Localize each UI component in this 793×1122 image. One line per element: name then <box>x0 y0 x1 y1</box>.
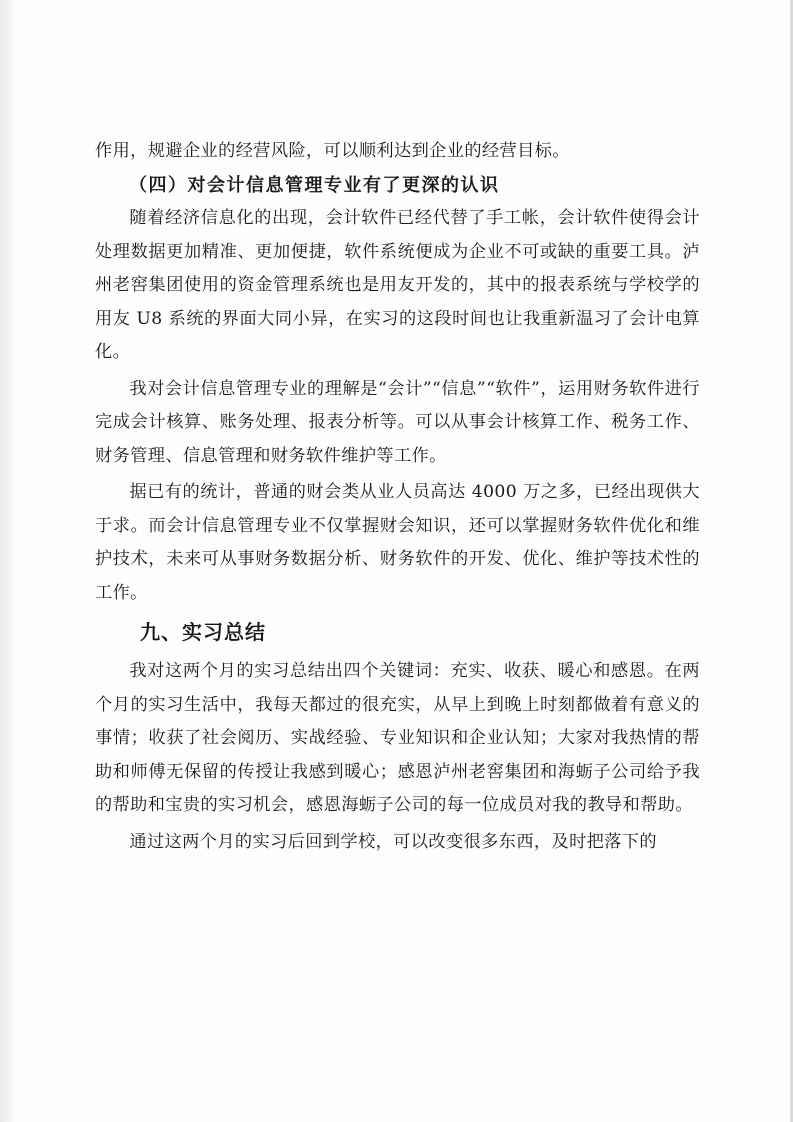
paragraph-major-understanding: 我对会计信息管理专业的理解是“会计”“信息”“软件”，运用财务软件进行完成会计核算、账务处理、报表分析等。可以从事会计核算工作、税务工作、财务管理、信息管理和财务软件维护等工作。 <box>95 378 700 466</box>
page-body <box>95 135 700 859</box>
scan-edge-left <box>0 0 14 1122</box>
paragraph-return-to-school: 通过这两个月的实习后回到学校，可以改变很多东西，及时把落下的 <box>129 831 658 852</box>
subsection-heading: （四）对会计信息管理专业有了更深的认识 <box>129 174 500 196</box>
paragraph-accounting-software: 随着经济信息化的出现，会计软件已经代替了手工帐，会计软件使得会计处理数据更加精准、更加便捷，软件系统便成为企业不可或缺的重要工具。泸州老窖集团使用的资金管理系统也是用友开发的，其中的报表系统与学校学的用友 U8 系统的界面大同小异，在实习的这段时间也让我重新温习了会计电算化。 <box>95 208 700 362</box>
section-heading-summary: 九、实习总结 <box>140 620 266 644</box>
paragraph-statistics: 据已有的统计，普通的财会类从业人员高达 4000 万之多，已经出现供大于求。而会计信息管理专业不仅掌握财会知识，还可以掌握财务软件优化和维护技术，未来可从事财务数据分析、财务软件的开发、优化、维护等技术性的工作。 <box>95 482 700 603</box>
paragraph-summary-keywords: 我对这两个月的实习总结出四个关键词：充实、收获、暖心和感恩。在两个月的实习生活中，我每天都过的很充实，从早上到晚上时刻都做着有意义的事情；收获了社会阅历、实战经验、专业知识和企业认知；大家对我热情的帮助和师傅无保留的传授让我感到暖心；感恩泸州老窖集团和海蛎子公司给予我的帮助和宝贵的实习机会，感恩海蛎子公司的每一位成员对我的教导和帮助。 <box>95 661 700 815</box>
paragraph-continued: 作用，规避企业的经营风险，可以顺利达到企业的经营目标。 <box>95 141 570 161</box>
